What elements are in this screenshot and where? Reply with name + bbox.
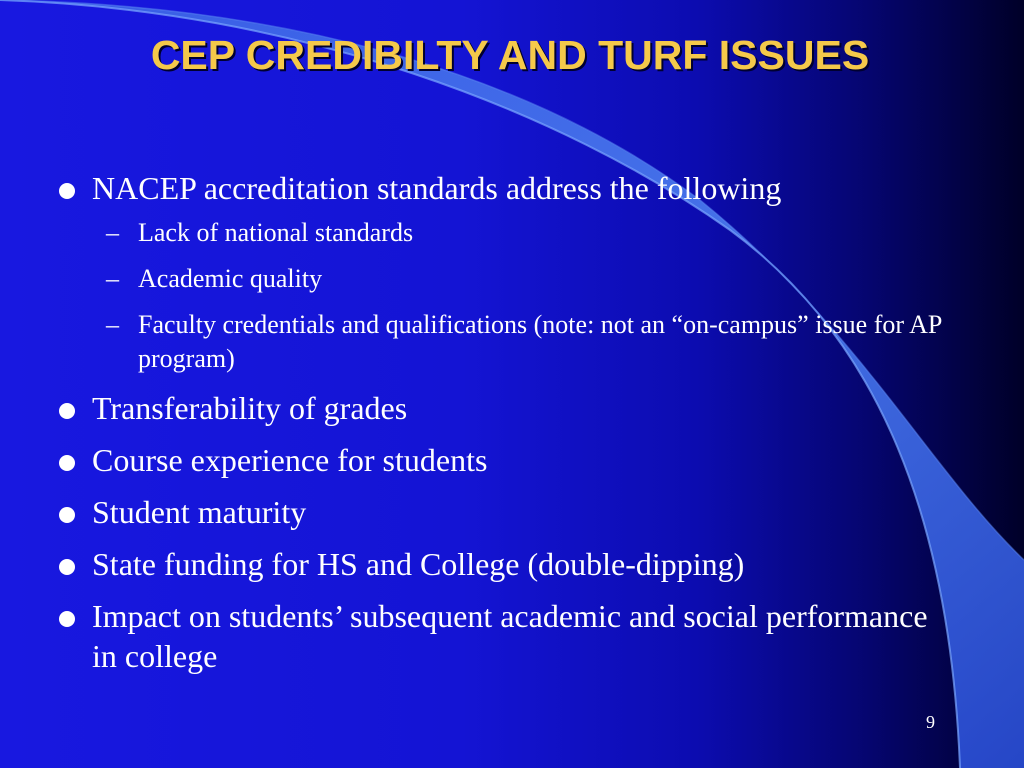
bullet-item	[56, 168, 956, 376]
bullet-text: NACEP accreditation standards address the following	[92, 170, 782, 206]
sub-bullet-item	[92, 308, 956, 376]
bullet-item	[56, 596, 956, 676]
bullet-dot-icon	[59, 611, 75, 627]
bullet-text: Impact on students’ subsequent academic and social performance in college	[92, 598, 928, 674]
bullet-list	[56, 168, 956, 688]
sub-bullet-text: Lack of national standards	[138, 218, 414, 247]
bullet-text: Transferability of grades	[92, 390, 408, 426]
bullet-dot-icon	[59, 183, 75, 199]
bullet-text: Student maturity	[92, 494, 307, 530]
sub-bullet-text: Academic quality	[138, 264, 323, 293]
sub-bullet-item	[92, 216, 956, 250]
bullet-item	[56, 440, 956, 480]
sub-bullet-item	[92, 262, 956, 296]
dash-icon: –	[106, 218, 119, 247]
dash-icon: –	[106, 264, 119, 293]
sub-bullet-text: Faculty credentials and qualifications (note: not an “on-campus” issue for AP program)	[138, 310, 942, 373]
sub-bullet-list	[92, 216, 956, 376]
bullet-dot-icon	[59, 455, 75, 471]
bullet-dot-icon	[59, 559, 75, 575]
bullet-dot-icon	[59, 507, 75, 523]
slide-title: CEP CREDIBILTY AND TURF ISSUES	[150, 32, 870, 78]
page-number: 9	[926, 712, 935, 732]
bullet-text: State funding for HS and College (double-dipping)	[92, 546, 745, 582]
bullet-item	[56, 544, 956, 584]
bullet-item	[56, 388, 956, 428]
bullet-item	[56, 492, 956, 532]
bullet-text: Course experience for students	[92, 442, 488, 478]
bullet-dot-icon	[59, 403, 75, 419]
dash-icon: –	[106, 310, 119, 339]
